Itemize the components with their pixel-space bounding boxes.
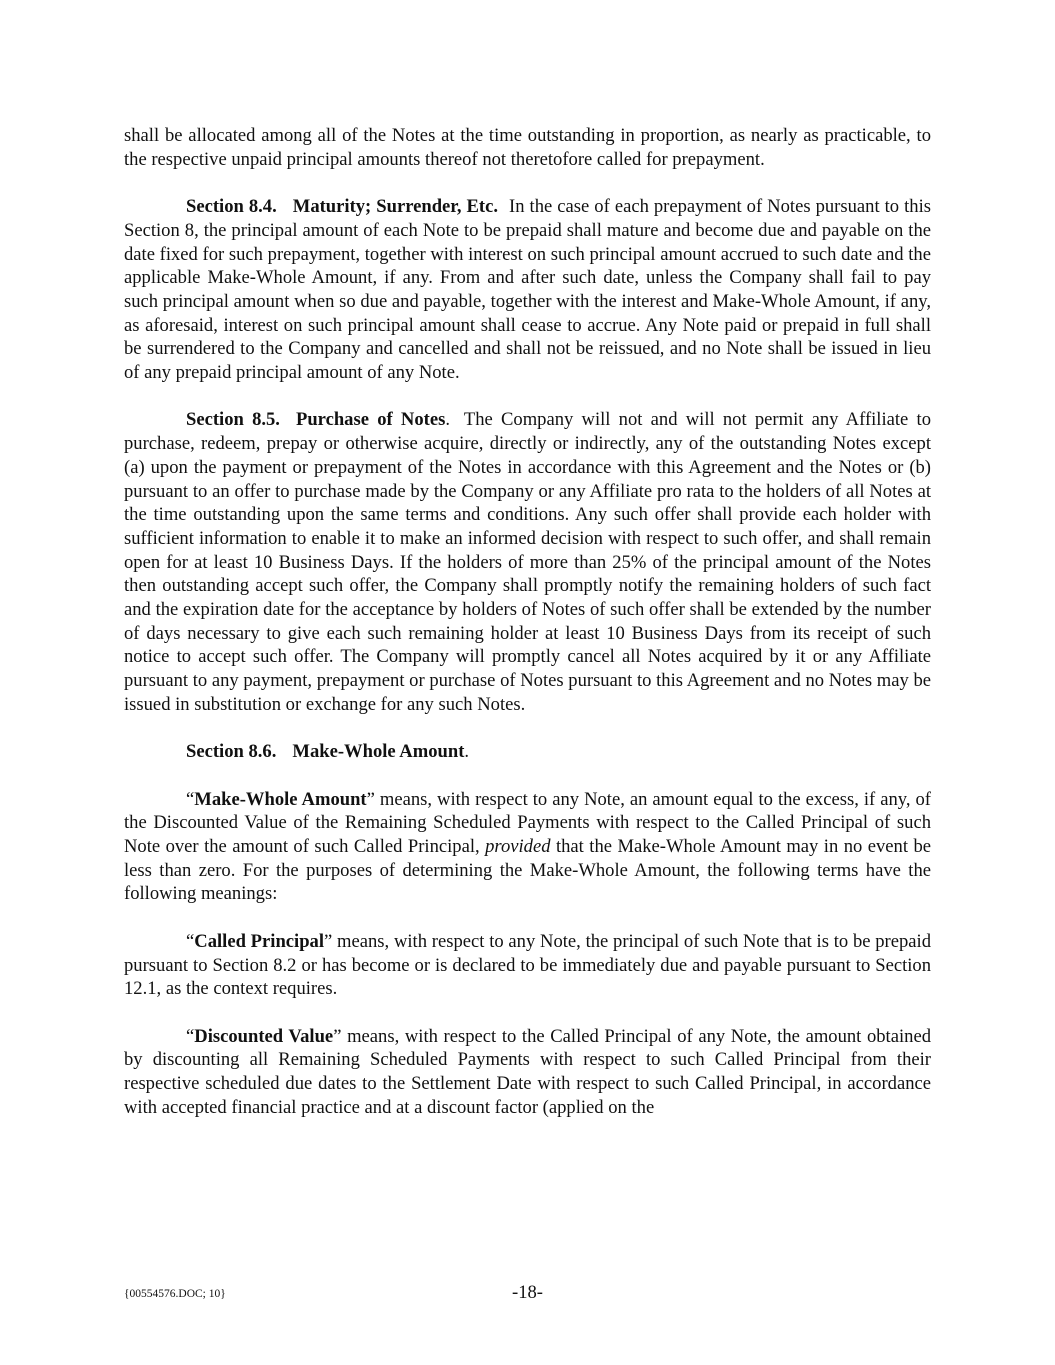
heading-punctuation: . bbox=[445, 409, 450, 431]
definition-called-principal bbox=[124, 930, 931, 1001]
section-number: Section 8.4. bbox=[186, 196, 277, 218]
document-body bbox=[124, 124, 931, 1143]
footer-document-id: {00554576.DOC; 10} bbox=[124, 1288, 226, 1300]
section-8-4 bbox=[124, 195, 931, 385]
section-8-5 bbox=[124, 408, 931, 716]
open-quote: “ bbox=[186, 788, 195, 810]
italic-term: provided bbox=[485, 836, 551, 858]
heading-punctuation: . bbox=[464, 741, 470, 763]
section-text: The Company will not and will not permit any Affiliate to purchase, redeem, prepay or otherwise acquire, directly or indirectly, any of the outstanding Notes except (a) upon the payment or prepayment of the Notes in accordance with this Agreement and the Notes or (b) pursuant to an offer to purchase made by the Company or any Affiliate pro rata to the holders of all Notes at the time outstanding upon the same terms and conditions. Any such offer shall provide each holder with sufficient information to enable it to make an informed decision with respect to such offer, and shall remain open for at least 10 Business Days. If the holders of more than 25% of the principal amount of the Notes then outstanding accept such offer, the Company shall promptly notify the remaining holders of such fact and the expiration date for the acceptance by holders of Notes of such offer shall be extended by the number of days necessary to give each such remaining holder at least 10 Business Days from its receipt of such notice to accept such offer. The Company will promptly cancel all Notes acquired by it or any Affiliate pursuant to any payment, prepayment or purchase of Notes pursuant to this Agreement and no Notes may be issued in substitution or exchange for any such Notes. bbox=[124, 409, 931, 715]
section-number: Section 8.5. bbox=[186, 409, 280, 431]
section-8-6 bbox=[124, 740, 931, 764]
definition-make-whole-amount bbox=[124, 788, 931, 907]
section-number: Section 8.6. bbox=[186, 741, 277, 763]
footer-page-number: -18- bbox=[512, 1282, 543, 1303]
section-heading: Purchase of Notes bbox=[295, 409, 446, 431]
definition-text: ” means, with respect to any Note, an amount equal to the excess, if any, of the Discounted Value of the Remaining Scheduled Payments with respect to the Called Principal of such Note over the amount of such Called Principal, bbox=[124, 788, 931, 858]
section-text: In the case of each prepayment of Notes pursuant to this Section 8, the principal amount of each Note to be prepaid shall mature and become due and payable on the date fixed for such prepayment, together with interest on such principal amount accrued to such date and the applicable Make-Whole Amount, if any. From and after such date, unless the Company shall fail to pay such principal amount when so due and payable, together with the interest and Make-Whole Amount, if any, as aforesaid, interest on such principal amount shall cease to accrue. Any Note paid or prepaid in full shall be surrendered to the Company and cancelled and shall not be reissued, and no Note shall be issued in lieu of any prepaid principal amount of any Note. bbox=[124, 196, 931, 384]
section-heading: Make-Whole Amount bbox=[292, 741, 465, 763]
defined-term: Called Principal bbox=[194, 930, 325, 952]
open-quote: “ bbox=[186, 1025, 195, 1047]
definition-text: ” means, with respect to any Note, the principal of such Note that is to be prepaid pursuant to Section 8.2 or has become or is declared to be immediately due and payable pursuant to Section 12.1, as the context requires. bbox=[124, 930, 932, 1000]
defined-term: Discounted Value bbox=[194, 1025, 334, 1047]
defined-term: Make-Whole Amount bbox=[194, 788, 367, 810]
paragraph-continuation bbox=[124, 124, 931, 171]
section-heading: Maturity; Surrender, Etc. bbox=[292, 196, 499, 218]
paragraph-text: shall be allocated among all of the Notes at the time outstanding in proportion, as nearly as practicable, to the respective unpaid principal amounts thereof not theretofore called for prepayment. bbox=[124, 125, 931, 170]
open-quote: “ bbox=[186, 930, 195, 952]
definition-discounted-value bbox=[124, 1025, 931, 1120]
definition-text: ” means, with respect to the Called Principal of any Note, the amount obtained by discounting all Remaining Scheduled Payments with respect to such Called Principal from their respective scheduled due dates to the Settlement Date with respect to such Called Principal, in accordance with accepted financial practice and at a discount factor (applied on the bbox=[124, 1025, 931, 1118]
definition-text-continued: that the Make-Whole Amount may in no event be less than zero. For the purposes of determining the Make-Whole Amount, the following terms have the following meanings: bbox=[124, 836, 931, 905]
